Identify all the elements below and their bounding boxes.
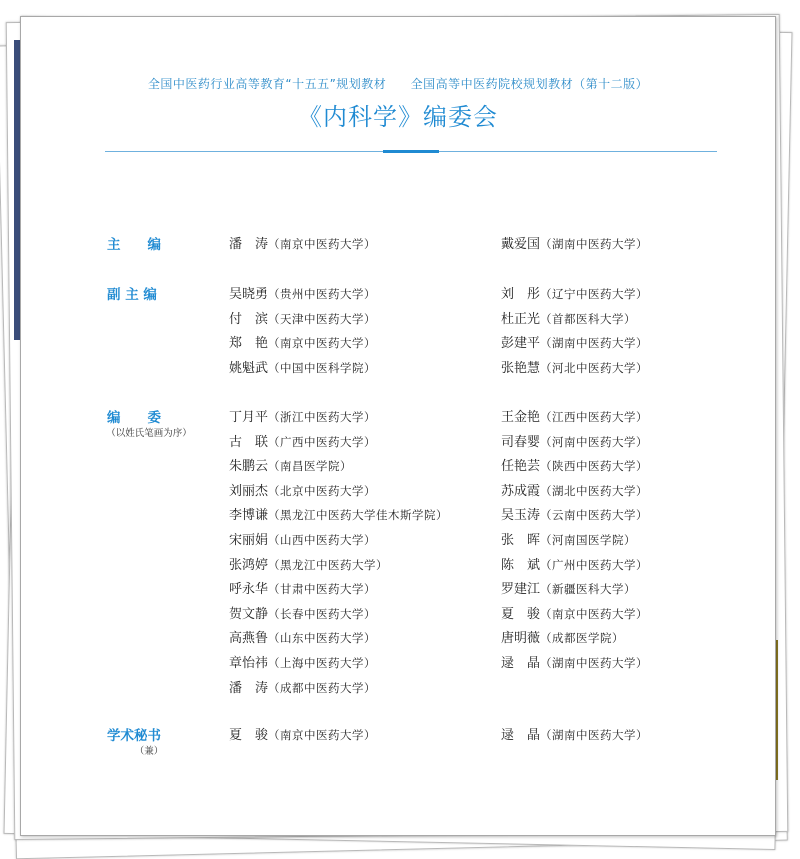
member-institution: （广西中医药大学） [268, 434, 377, 449]
member-institution: （成都中医药大学） [268, 680, 377, 695]
member-name: 贺文静 [229, 606, 269, 622]
member-name: 刘 彤 [501, 287, 541, 302]
member-name: 吴玉涛 [501, 508, 541, 524]
member-name: 陈 斌 [501, 557, 541, 573]
member-name: 罗建江 [501, 582, 541, 598]
member-name: 李博谦 [229, 508, 269, 524]
member-entry [501, 480, 648, 499]
member-name: 宋丽娟 [229, 533, 269, 548]
member-entry [501, 627, 624, 646]
member-institution: （甘肃中医药大学） [268, 582, 377, 597]
member-entry [501, 233, 648, 252]
member-name: 潘 涛 [229, 680, 269, 696]
document-page [20, 16, 776, 836]
member-name: 任艳芸 [501, 459, 541, 475]
member-institution: （湖南中医药大学） [540, 728, 649, 742]
member-entry [229, 554, 388, 573]
member-institution: （河南中医药大学） [540, 434, 649, 449]
member-institution: （河北中医药大学） [540, 360, 649, 375]
member-name: 夏 骏 [501, 606, 541, 622]
member-entry [501, 308, 636, 327]
member-entry [229, 529, 376, 548]
member-name: 呼永华 [229, 582, 269, 598]
member-name: 司春婴 [501, 434, 541, 450]
member-institution: （黑龙江中医药大学佳木斯学院） [268, 508, 449, 523]
member-name: 郑 艳 [229, 336, 269, 352]
member-entry [501, 332, 648, 351]
member-institution: （成都医学院） [540, 631, 625, 646]
member-entry [501, 724, 648, 743]
member-institution: （中国中医科学院） [268, 360, 377, 375]
member-name: 张 晖 [501, 533, 541, 548]
member-name: 姚魁武 [229, 360, 269, 376]
member-institution: （南京中医药大学） [540, 606, 649, 621]
member-name: 王金艳 [501, 410, 541, 425]
member-entry [501, 504, 648, 523]
member-entry [501, 603, 648, 622]
member-entry [501, 357, 648, 376]
member-institution: （南昌医学院） [268, 459, 353, 474]
member-entry [501, 283, 648, 302]
member-entry [501, 406, 648, 425]
member-entry [501, 529, 636, 548]
member-institution: （长春中医药大学） [268, 606, 377, 621]
series-title-1: 全国中医药行业高等教育“十五五”规划教材 [147, 77, 387, 91]
member-institution: （山西中医药大学） [268, 533, 377, 547]
member-entry [229, 406, 376, 425]
member-entry [229, 283, 376, 302]
member-entry [229, 627, 376, 646]
member-entry [229, 504, 448, 523]
role-chief-editor: 主 编 [107, 237, 161, 253]
member-institution: （山东中医药大学） [268, 631, 377, 646]
member-name: 潘 涛 [229, 237, 269, 252]
member-name: 丁月平 [229, 410, 269, 425]
member-name: 张艳慧 [501, 360, 541, 376]
member-institution: （黑龙江中医药大学） [268, 557, 389, 572]
member-entry [229, 578, 376, 597]
member-name: 苏成霞 [501, 483, 541, 499]
member-institution: （湖南中医药大学） [540, 336, 649, 351]
member-institution: （河南国医学院） [540, 533, 637, 547]
member-entry [501, 455, 648, 474]
member-name: 夏 骏 [229, 728, 269, 743]
member-entry [229, 455, 352, 474]
member-institution: （新疆医科大学） [540, 582, 637, 597]
member-entry [229, 677, 376, 696]
role-secretary-note: （兼） [134, 746, 164, 757]
member-institution: （湖北中医药大学） [540, 483, 649, 498]
member-entry [229, 652, 376, 671]
title-divider-accent [383, 150, 439, 153]
role-committee-note: （以姓氏笔画为序） [106, 428, 192, 439]
member-name: 吴晓勇 [229, 287, 269, 302]
member-name: 高燕鲁 [229, 631, 269, 647]
member-name: 刘丽杰 [229, 483, 269, 499]
member-name: 古 联 [229, 434, 269, 450]
member-entry [229, 308, 376, 327]
member-entry [501, 554, 648, 573]
series-line [21, 75, 775, 92]
member-entry [501, 652, 648, 671]
member-institution: （南京中医药大学） [268, 728, 377, 742]
member-institution: （辽宁中医药大学） [540, 287, 649, 301]
member-name: 章怡祎 [229, 656, 269, 671]
member-institution: （南京中医药大学） [268, 237, 377, 251]
member-name: 付 滨 [229, 311, 269, 327]
member-entry [501, 431, 648, 450]
member-institution: （云南中医药大学） [540, 508, 649, 523]
member-entry [229, 431, 376, 450]
member-entry [229, 603, 376, 622]
member-institution: （江西中医药大学） [540, 410, 649, 424]
member-institution: （北京中医药大学） [268, 483, 377, 498]
member-entry [229, 332, 376, 351]
member-name: 张鸿婷 [229, 557, 269, 573]
member-entry [229, 233, 376, 252]
member-name: 逯 晶 [501, 728, 541, 743]
member-name: 逯 晶 [501, 656, 541, 671]
member-name: 杜正光 [501, 311, 541, 327]
member-institution: （上海中医药大学） [268, 656, 377, 670]
member-entry [229, 357, 376, 376]
member-institution: （陕西中医药大学） [540, 459, 649, 474]
member-institution: （天津中医药大学） [268, 311, 377, 326]
member-name: 彭建平 [501, 336, 541, 352]
member-institution: （南京中医药大学） [268, 336, 377, 351]
series-title-2: 全国高等中医药院校规划教材（第十二版） [410, 77, 649, 91]
role-deputy-editor: 副 主 编 [107, 287, 157, 303]
member-name: 唐明薇 [501, 631, 541, 647]
role-secretary: 学术秘书 [107, 728, 161, 744]
member-entry [229, 480, 376, 499]
member-entry [229, 724, 376, 743]
member-institution: （贵州中医药大学） [268, 287, 377, 301]
member-name: 朱鹏云 [229, 459, 269, 475]
page-title: 《内科学》编委会 [298, 103, 498, 131]
member-institution: （首都医科大学） [540, 311, 637, 326]
role-committee: 编 委 [107, 410, 161, 426]
member-institution: （湖南中医药大学） [540, 237, 649, 251]
member-institution: （广州中医药大学） [540, 557, 649, 572]
member-entry [501, 578, 636, 597]
member-name: 戴爱国 [501, 237, 541, 252]
member-institution: （湖南中医药大学） [540, 656, 649, 670]
member-institution: （浙江中医药大学） [268, 410, 377, 424]
